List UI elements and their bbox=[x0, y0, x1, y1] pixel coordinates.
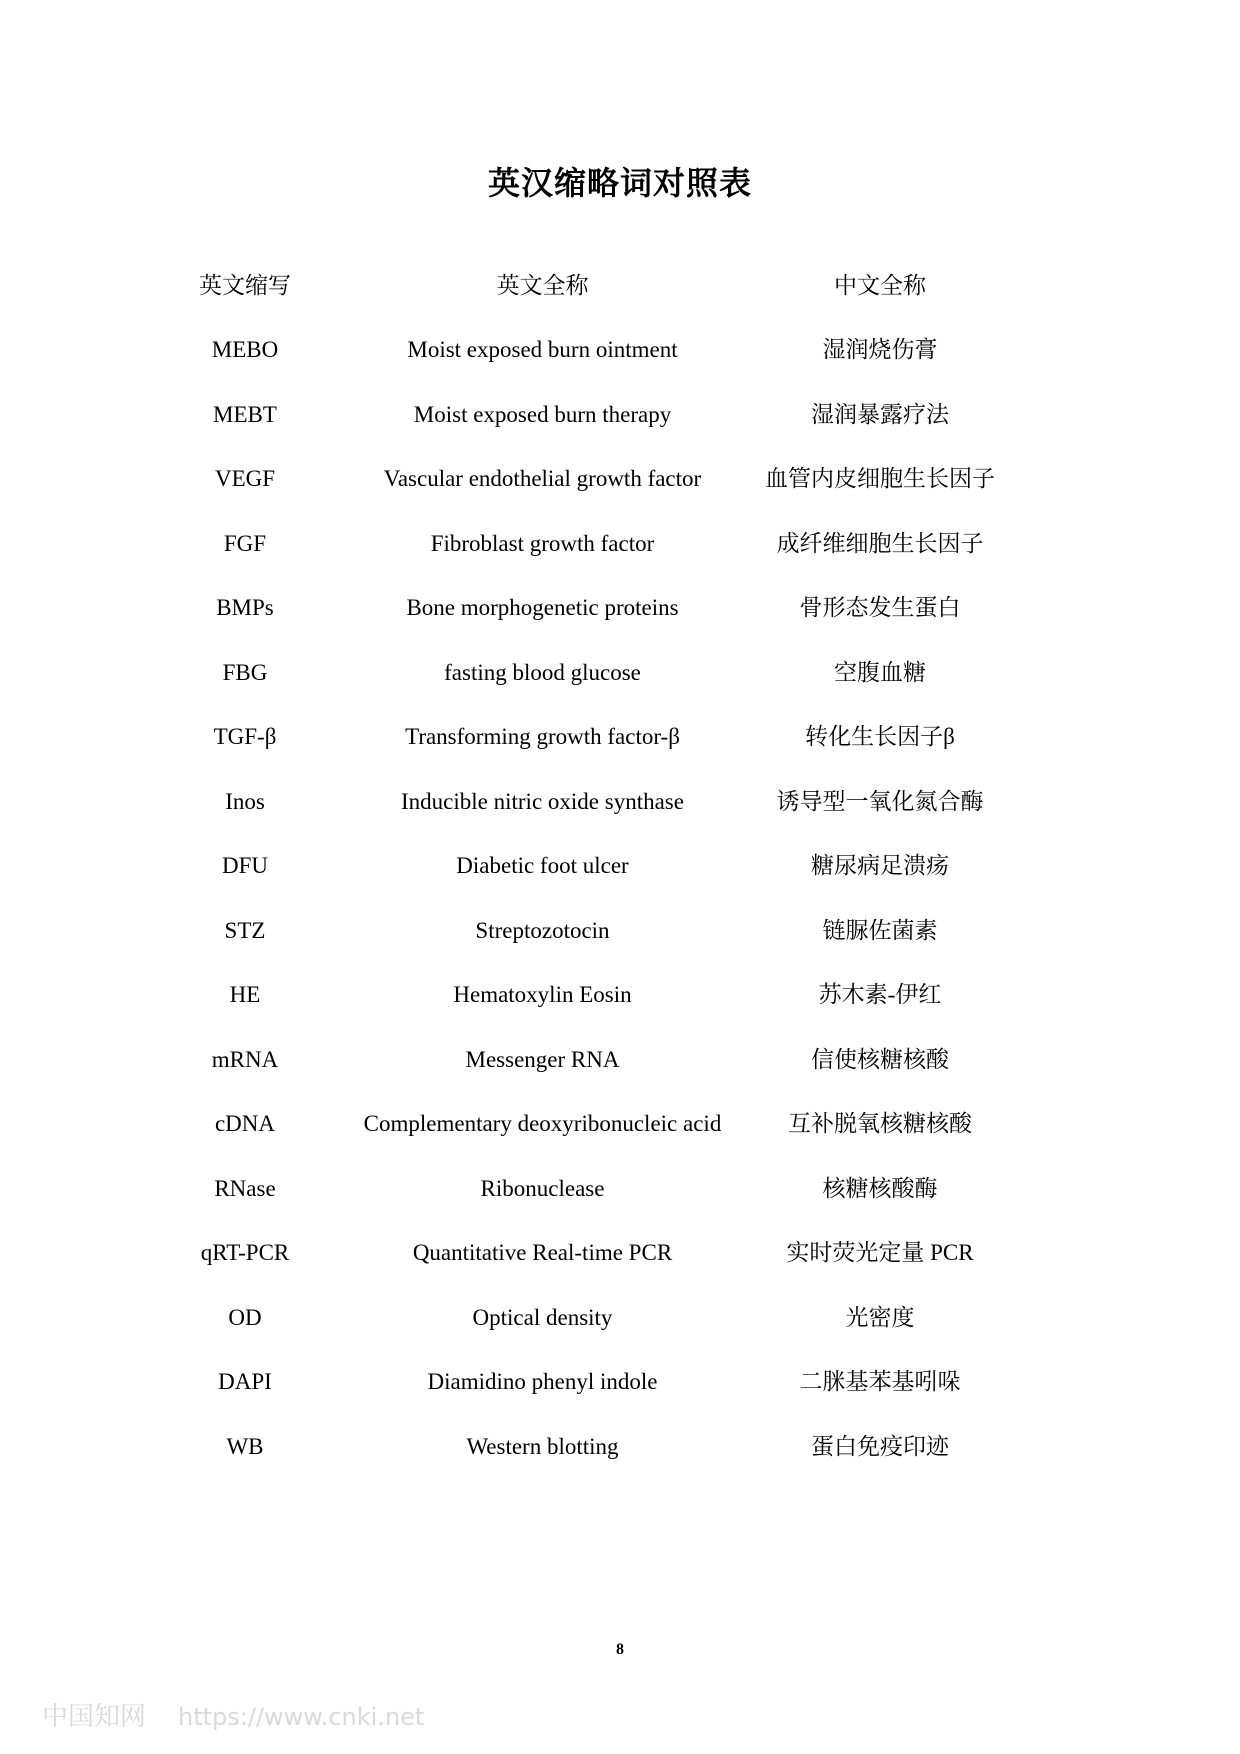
cell-abbreviation: DAPI bbox=[218, 1369, 272, 1394]
cell-english-full-name: Diamidino phenyl indole bbox=[427, 1369, 658, 1394]
cell-chinese-full-name: 光密度 bbox=[845, 1304, 915, 1330]
cell-chinese-full-name: 蛋白免疫印迹 bbox=[811, 1433, 949, 1459]
cell-abbreviation: BMPs bbox=[216, 595, 274, 620]
cell-english-full-name: Complementary deoxyribonucleic acid bbox=[363, 1111, 722, 1136]
cell-chinese-full-name: 转化生长因子β bbox=[805, 724, 955, 749]
cell-chinese-full-name: 诱导型一氧化氮合酶 bbox=[776, 788, 984, 814]
header-chinese-full-name: 中文全称 bbox=[834, 273, 926, 299]
cell-abbreviation: MEBT bbox=[213, 401, 277, 427]
cell-english-full-name: Optical density bbox=[472, 1304, 613, 1330]
cell-chinese-full-name: 成纤维细胞生长因子 bbox=[776, 530, 984, 556]
cell-chinese-full-name: 实时荧光定量 PCR bbox=[786, 1240, 974, 1265]
cell-abbreviation: DFU bbox=[221, 853, 268, 878]
cell-chinese-full-name: 空腹血糖 bbox=[834, 659, 926, 685]
watermark-brand: 中国知网 bbox=[42, 1702, 147, 1732]
cell-abbreviation: HE bbox=[229, 982, 261, 1007]
cell-chinese-full-name: 信使核糖核酸 bbox=[811, 1046, 949, 1072]
cell-chinese-full-name: 湿润烧伤膏 bbox=[822, 337, 938, 362]
cell-english-full-name: Bone morphogenetic proteins bbox=[406, 595, 679, 620]
cell-chinese-full-name: 苏木素-伊红 bbox=[818, 982, 942, 1007]
cell-chinese-full-name: 互补脱氧核糖核酸 bbox=[788, 1111, 972, 1136]
watermark bbox=[42, 1696, 424, 1733]
cell-abbreviation: FGF bbox=[223, 530, 267, 556]
cell-english-full-name: Inducible nitric oxide synthase bbox=[401, 788, 684, 814]
cell-abbreviation: cDNA bbox=[214, 1111, 276, 1136]
cell-chinese-full-name: 二脒基苯基吲哚 bbox=[799, 1369, 961, 1394]
cell-english-full-name: Hematoxylin Eosin bbox=[453, 982, 632, 1007]
cell-abbreviation: qRT-PCR bbox=[200, 1240, 290, 1265]
cell-english-full-name: Quantitative Real-time PCR bbox=[412, 1240, 673, 1265]
cell-chinese-full-name: 链脲佐菌素 bbox=[822, 917, 938, 943]
cell-abbreviation: FBG bbox=[222, 659, 268, 685]
cell-abbreviation: VEGF bbox=[214, 466, 276, 491]
cell-english-full-name: Transforming growth factor-β bbox=[405, 724, 680, 749]
watermark-url: https://www.cnki.net bbox=[178, 1703, 425, 1731]
cell-abbreviation: WB bbox=[226, 1433, 264, 1459]
cell-abbreviation: OD bbox=[228, 1304, 262, 1330]
cell-chinese-full-name: 湿润暴露疗法 bbox=[811, 401, 949, 427]
cell-english-full-name: Fibroblast growth factor bbox=[430, 530, 655, 556]
cell-english-full-name: fasting blood glucose bbox=[444, 659, 641, 685]
cell-abbreviation: Inos bbox=[225, 788, 265, 814]
cell-english-full-name: Streptozotocin bbox=[475, 917, 610, 943]
cell-chinese-full-name: 核糖核酸酶 bbox=[822, 1175, 938, 1201]
cell-abbreviation: mRNA bbox=[211, 1046, 279, 1072]
cell-abbreviation: TGF-β bbox=[213, 724, 277, 749]
cell-abbreviation: RNase bbox=[214, 1175, 276, 1201]
cell-english-full-name: Western blotting bbox=[466, 1433, 619, 1459]
cell-english-full-name: Vascular endothelial growth factor bbox=[383, 466, 702, 491]
cell-english-full-name: Messenger RNA bbox=[465, 1046, 620, 1072]
header-abbreviation: 英文缩写 bbox=[199, 273, 291, 299]
cell-english-full-name: Moist exposed burn ointment bbox=[407, 337, 678, 362]
page-number: 8 bbox=[616, 1641, 624, 1658]
header-english-full-name: 英文全称 bbox=[496, 273, 589, 299]
cell-chinese-full-name: 血管内皮细胞生长因子 bbox=[765, 466, 995, 491]
cell-chinese-full-name: 骨形态发生蛋白 bbox=[799, 595, 961, 620]
cell-english-full-name: Diabetic foot ulcer bbox=[456, 853, 629, 878]
cell-chinese-full-name: 糖尿病足溃疡 bbox=[811, 853, 949, 878]
cell-english-full-name: Ribonuclease bbox=[480, 1175, 605, 1201]
cell-abbreviation: STZ bbox=[224, 917, 266, 943]
cell-english-full-name: Moist exposed burn therapy bbox=[413, 401, 672, 427]
cell-abbreviation: MEBO bbox=[211, 337, 279, 362]
page-title: 英汉缩略词对照表 bbox=[487, 164, 752, 202]
